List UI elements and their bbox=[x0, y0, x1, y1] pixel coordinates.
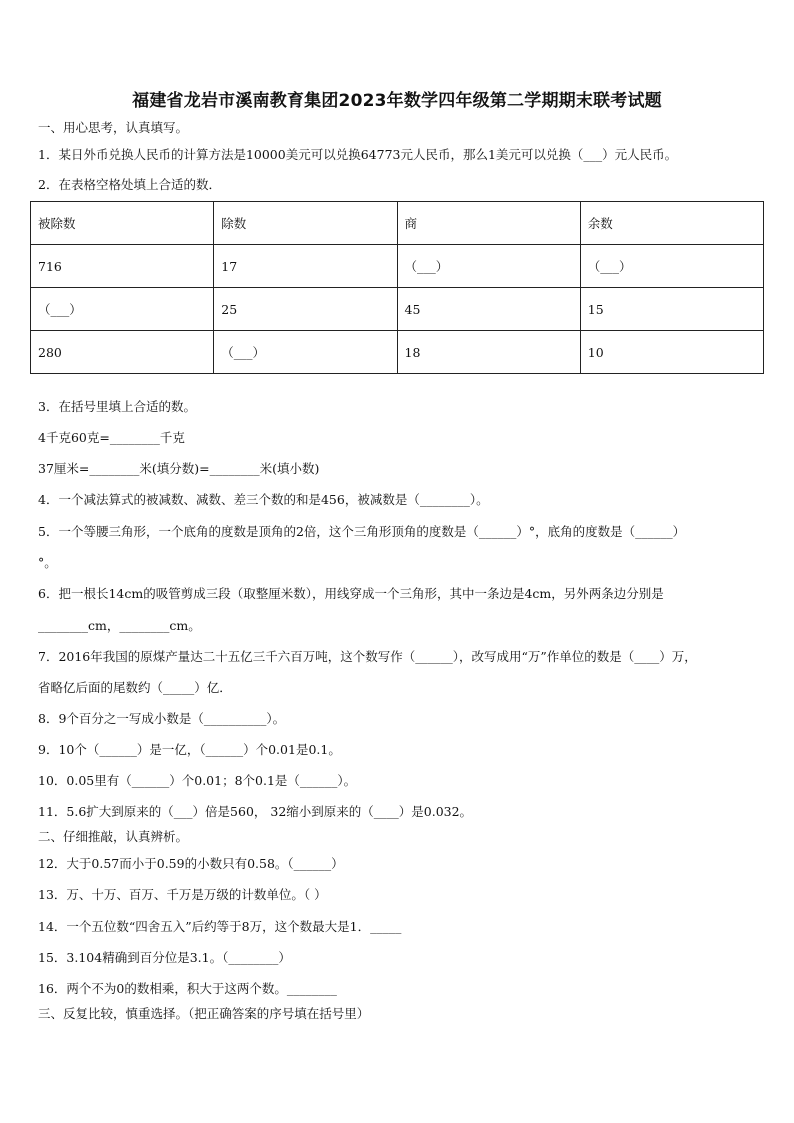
question-5: 5．一个等腰三角形，一个底角的度数是顶角的2倍，这个三角形顶角的度数是（______）°，底角的度数是（______） bbox=[38, 524, 686, 539]
question-3b: 37厘米=________米(填分数)=________米(填小数) bbox=[38, 461, 320, 476]
question-3a: 4千克60克=________千克 bbox=[38, 430, 185, 445]
question-1: 1．某日外币兑换人民币的计算方法是10000美元可以兑换64773元人民币，那么1美元可以兑换（___）元人民币。 bbox=[38, 147, 678, 162]
question-16: 16．两个不为0的数相乘，积大于这两个数。________ bbox=[38, 981, 337, 996]
table-cell: 45 bbox=[397, 288, 580, 331]
table-header-cell: 被除数 bbox=[31, 202, 214, 245]
question-5-continued: °。 bbox=[38, 555, 57, 570]
table-cell: 18 bbox=[397, 331, 580, 374]
question-7: 7．2016年我国的原煤产量达二十五亿三千六百万吨，这个数写作（______），改写成用“万”作单位的数是（____）万， bbox=[38, 649, 697, 664]
table-cell: （___） bbox=[31, 288, 214, 331]
table-row bbox=[31, 245, 764, 288]
question-11: 11．5.6扩大到原来的（___）倍是560， 32缩小到原来的（____）是0.032。 bbox=[38, 804, 473, 819]
question-9: 9．10个（______）是一亿，（______）个0.01是0.1。 bbox=[38, 742, 341, 757]
question-10: 10．0.05里有（______）个0.01；8个0.1是（______）。 bbox=[38, 773, 357, 788]
table-cell: 716 bbox=[31, 245, 214, 288]
table-cell: （___） bbox=[214, 331, 397, 374]
question-8: 8．9个百分之一写成小数是（__________）。 bbox=[38, 711, 286, 726]
question-14: 14．一个五位数“四舍五入”后约等于8万，这个数最大是1．_____ bbox=[38, 919, 402, 934]
section-heading-3: 三、反复比较，慎重选择。（把正确答案的序号填在括号里） bbox=[38, 1006, 370, 1021]
table-cell: 10 bbox=[580, 331, 763, 374]
table-header-row bbox=[31, 202, 764, 245]
question-4: 4．一个减法算式的被减数、减数、差三个数的和是456，被减数是（________）。 bbox=[38, 492, 489, 507]
table-cell: 25 bbox=[214, 288, 397, 331]
question-13: 13．万、十万、百万、千万是万级的计数单位。（ ） bbox=[38, 887, 327, 902]
question-7-continued: 省略亿后面的尾数约（_____）亿． bbox=[38, 680, 232, 695]
question-15: 15．3.104精确到百分位是3.1。（________） bbox=[38, 950, 291, 965]
table-header-cell: 余数 bbox=[580, 202, 763, 245]
table-header-cell: 商 bbox=[397, 202, 580, 245]
division-table bbox=[30, 201, 764, 374]
table-header-cell: 除数 bbox=[214, 202, 397, 245]
table-cell: 15 bbox=[580, 288, 763, 331]
question-2: 2．在表格空格处填上合适的数． bbox=[38, 177, 221, 192]
table-cell: （___） bbox=[397, 245, 580, 288]
question-6-continued: ________cm，________cm。 bbox=[38, 618, 201, 633]
table-row bbox=[31, 288, 764, 331]
table-cell: 17 bbox=[214, 245, 397, 288]
table-cell: （___） bbox=[580, 245, 763, 288]
question-3: 3．在括号里填上合适的数。 bbox=[38, 399, 196, 414]
table-row bbox=[31, 331, 764, 374]
table-cell: 280 bbox=[31, 331, 214, 374]
section-heading-2: 二、仔细推敲，认真辨析。 bbox=[38, 829, 189, 844]
question-6: 6．把一根长14cm的吸管剪成三段（取整厘米数），用线穿成一个三角形，其中一条边是4cm，另外两条边分别是 bbox=[38, 586, 664, 601]
page-title: 福建省龙岩市溪南教育集团2023年数学四年级第二学期期末联考试题 bbox=[132, 91, 662, 111]
question-12: 12．大于0.57而小于0.59的小数只有0.58。（______） bbox=[38, 856, 344, 871]
section-heading-1: 一、用心思考，认真填写。 bbox=[38, 120, 189, 135]
